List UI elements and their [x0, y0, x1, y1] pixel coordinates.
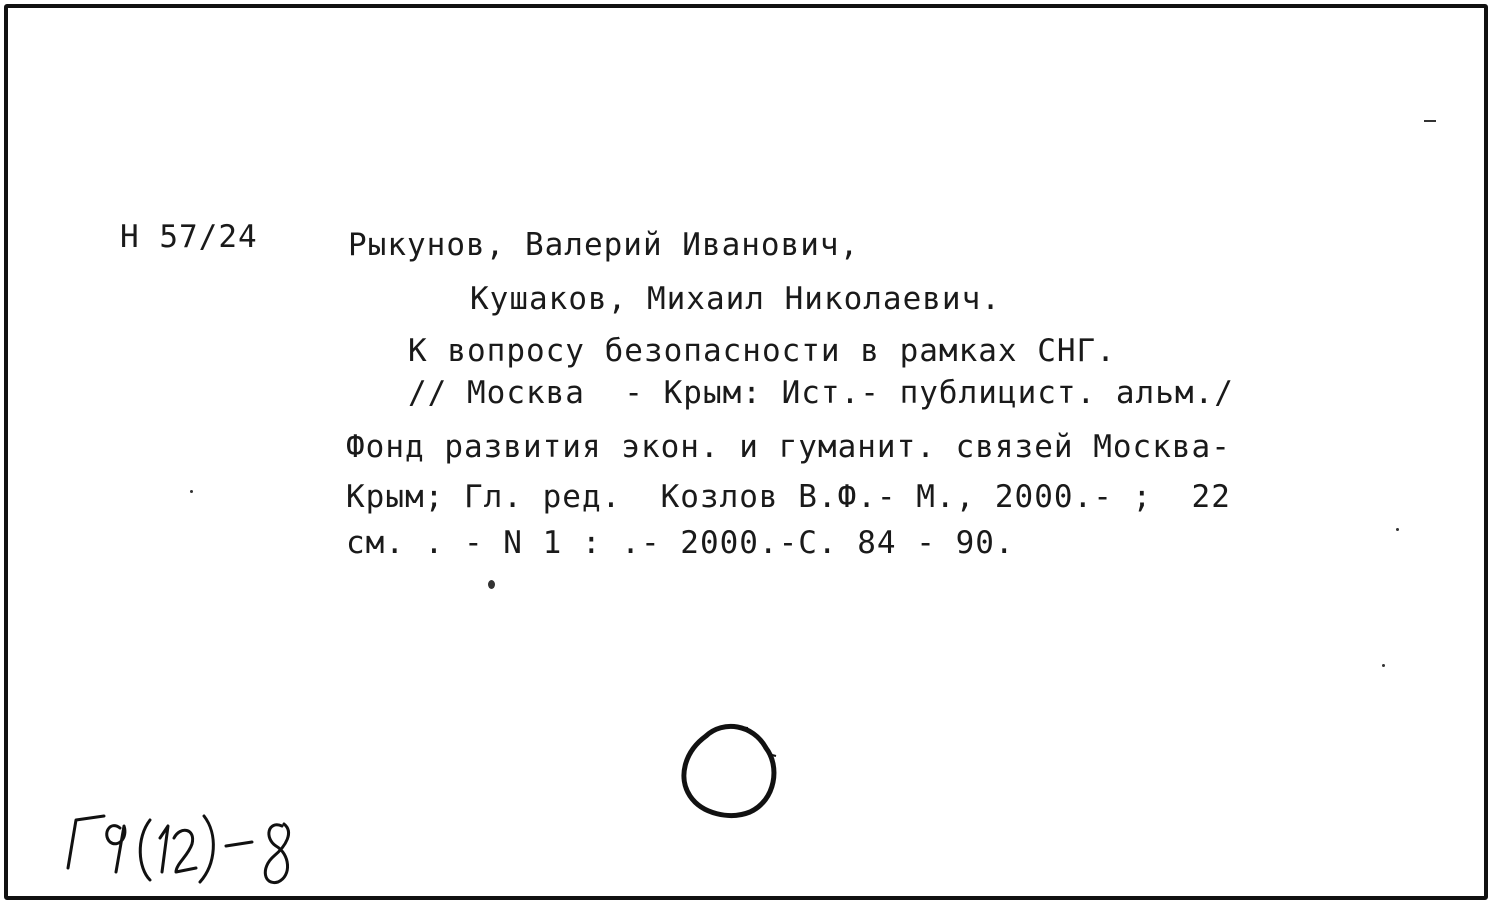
source-line-2: Фонд развития экон. и гуманит. связей Москва- — [346, 429, 1231, 465]
coauthor-line: Кушаков, Михаил Николаевич. — [470, 281, 1001, 317]
catalog-card — [4, 4, 1488, 900]
ink-speck — [1382, 664, 1385, 667]
ink-speck — [1396, 528, 1399, 531]
source-line-4: см. . - N 1 : .- 2000.-С. 84 - 90. — [346, 525, 1015, 561]
ink-speck — [1424, 120, 1436, 122]
source-line-1: // Москва - Крым: Ист.- публицист. альм./ — [408, 375, 1234, 411]
punch-hole-icon — [668, 718, 788, 828]
shelfmark: Н 57/24 — [120, 219, 258, 255]
title-line: К вопросу безопасности в рамках СНГ. — [408, 333, 1116, 369]
ink-speck — [488, 580, 495, 589]
handwritten-code — [46, 798, 316, 908]
author-line: Рыкунов, Валерий Иванович, — [348, 227, 860, 263]
ink-speck — [190, 490, 193, 493]
source-line-3: Крым; Гл. ред. Козлов В.Ф.- М., 2000.- ; 22 — [346, 479, 1231, 515]
